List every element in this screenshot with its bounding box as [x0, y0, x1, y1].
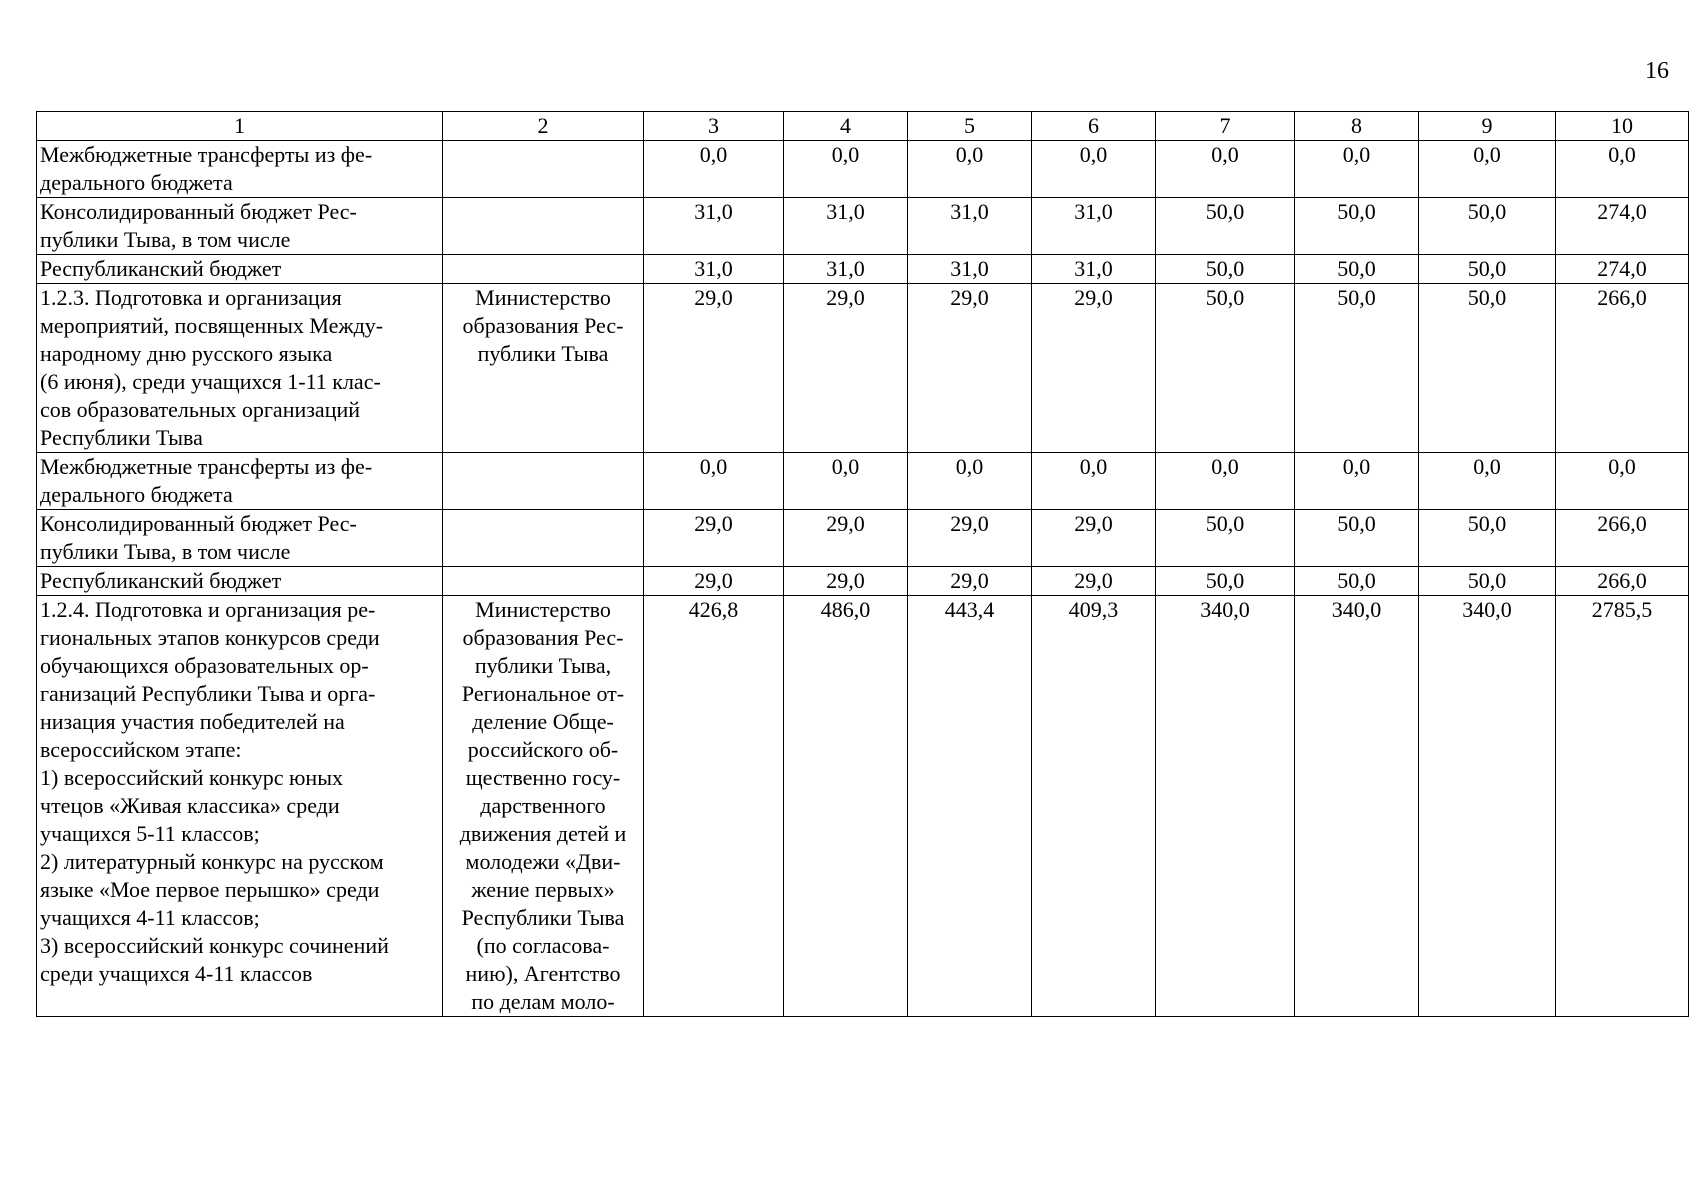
- row-executor: [443, 453, 644, 510]
- table-header: [37, 112, 1689, 141]
- column-header: 8: [1295, 112, 1419, 141]
- row-executor: [443, 510, 644, 567]
- table-row: [37, 453, 1689, 510]
- value-cell: 29,0: [908, 510, 1032, 567]
- value-cell: 0,0: [1295, 453, 1419, 510]
- value-cell: 50,0: [1295, 567, 1419, 596]
- column-header: 6: [1032, 112, 1156, 141]
- value-cell: 29,0: [784, 284, 908, 453]
- value-cell: 31,0: [908, 255, 1032, 284]
- row-executor: [443, 567, 644, 596]
- value-cell: 50,0: [1295, 284, 1419, 453]
- value-cell: 50,0: [1419, 567, 1556, 596]
- value-cell: 29,0: [908, 567, 1032, 596]
- value-cell: 0,0: [1032, 141, 1156, 198]
- value-cell: 340,0: [1295, 596, 1419, 1017]
- value-cell: 31,0: [784, 255, 908, 284]
- table-body: [37, 141, 1689, 1017]
- value-cell: 486,0: [784, 596, 908, 1017]
- value-cell: 29,0: [644, 567, 784, 596]
- value-cell: 50,0: [1295, 255, 1419, 284]
- column-header: 4: [784, 112, 908, 141]
- value-cell: 50,0: [1156, 198, 1295, 255]
- value-cell: 0,0: [1156, 453, 1295, 510]
- value-cell: 50,0: [1419, 510, 1556, 567]
- value-cell: 0,0: [644, 141, 784, 198]
- value-cell: 50,0: [1156, 510, 1295, 567]
- row-description: 1.2.3. Подготовка и организация мероприятий, посвященных Между- народному дню русского языка (6 июня), среди учащихся 1-11 клас- сов образовательных организаций Республики Тыва: [37, 284, 443, 453]
- value-cell: 31,0: [1032, 198, 1156, 255]
- value-cell: 266,0: [1556, 567, 1689, 596]
- value-cell: 0,0: [784, 453, 908, 510]
- table-row: [37, 255, 1689, 284]
- value-cell: 29,0: [1032, 284, 1156, 453]
- value-cell: 0,0: [908, 453, 1032, 510]
- value-cell: 0,0: [908, 141, 1032, 198]
- table-row: [37, 596, 1689, 1017]
- column-header: 5: [908, 112, 1032, 141]
- value-cell: 50,0: [1419, 255, 1556, 284]
- budget-table: [36, 111, 1689, 1017]
- value-cell: 31,0: [784, 198, 908, 255]
- value-cell: 31,0: [644, 198, 784, 255]
- value-cell: 426,8: [644, 596, 784, 1017]
- column-header: 9: [1419, 112, 1556, 141]
- row-executor: [443, 255, 644, 284]
- value-cell: 29,0: [784, 510, 908, 567]
- value-cell: 266,0: [1556, 510, 1689, 567]
- row-description: Консолидированный бюджет Рес- публики Тыва, в том числе: [37, 198, 443, 255]
- value-cell: 266,0: [1556, 284, 1689, 453]
- value-cell: 31,0: [644, 255, 784, 284]
- value-cell: 409,3: [1032, 596, 1156, 1017]
- row-executor: [443, 198, 644, 255]
- row-description: Консолидированный бюджет Рес- публики Тыва, в том числе: [37, 510, 443, 567]
- value-cell: 29,0: [644, 284, 784, 453]
- column-header: 7: [1156, 112, 1295, 141]
- value-cell: 31,0: [908, 198, 1032, 255]
- table-row: [37, 567, 1689, 596]
- table-row: [37, 510, 1689, 567]
- row-description: Межбюджетные трансферты из фе- дерального бюджета: [37, 453, 443, 510]
- row-description: Республиканский бюджет: [37, 255, 443, 284]
- row-executor: Министерство образования Рес- публики Тыва: [443, 284, 644, 453]
- value-cell: 0,0: [784, 141, 908, 198]
- value-cell: 29,0: [644, 510, 784, 567]
- table-row: [37, 141, 1689, 198]
- value-cell: 29,0: [784, 567, 908, 596]
- row-description: Межбюджетные трансферты из фе- дерального бюджета: [37, 141, 443, 198]
- value-cell: 0,0: [1156, 141, 1295, 198]
- column-header: 2: [443, 112, 644, 141]
- row-description: 1.2.4. Подготовка и организация ре- гиональных этапов конкурсов среди обучающихся образовательных ор- ганизаций Республики Тыва и орга- низация участия победителей на всероссийском этапе: 1) всероссийский конкурс юных чтецов «Живая классика» среди учащихся 5-11 классов; 2) литературный конкурс на русском языке «Мое первое перышко» среди учащихся 4-11 классов; 3) всероссийский конкурс сочинений среди учащихся 4-11 классов: [37, 596, 443, 1017]
- row-description: Республиканский бюджет: [37, 567, 443, 596]
- value-cell: 340,0: [1156, 596, 1295, 1017]
- row-executor: Министерство образования Рес- публики Тыва, Региональное от- деление Обще- российского об- щественно госу- дарственного движения детей и молодежи «Дви- жение первых» Республики Тыва (по согласова- нию), Агентство по делам моло-: [443, 596, 644, 1017]
- value-cell: 29,0: [908, 284, 1032, 453]
- value-cell: 50,0: [1156, 567, 1295, 596]
- value-cell: 274,0: [1556, 255, 1689, 284]
- value-cell: 50,0: [1295, 198, 1419, 255]
- value-cell: 0,0: [1419, 453, 1556, 510]
- page-number: 16: [1645, 58, 1669, 84]
- value-cell: 0,0: [644, 453, 784, 510]
- column-header: 3: [644, 112, 784, 141]
- value-cell: 50,0: [1156, 284, 1295, 453]
- value-cell: 29,0: [1032, 567, 1156, 596]
- value-cell: 50,0: [1156, 255, 1295, 284]
- value-cell: 31,0: [1032, 255, 1156, 284]
- value-cell: 0,0: [1556, 141, 1689, 198]
- column-header: 1: [37, 112, 443, 141]
- value-cell: 0,0: [1032, 453, 1156, 510]
- value-cell: 50,0: [1295, 510, 1419, 567]
- value-cell: 443,4: [908, 596, 1032, 1017]
- value-cell: 50,0: [1419, 284, 1556, 453]
- value-cell: 29,0: [1032, 510, 1156, 567]
- table-row: [37, 198, 1689, 255]
- value-cell: 274,0: [1556, 198, 1689, 255]
- value-cell: 0,0: [1295, 141, 1419, 198]
- value-cell: 0,0: [1419, 141, 1556, 198]
- table-row: [37, 284, 1689, 453]
- column-header: 10: [1556, 112, 1689, 141]
- value-cell: 50,0: [1419, 198, 1556, 255]
- header-row: [37, 112, 1689, 141]
- value-cell: 2785,5: [1556, 596, 1689, 1017]
- value-cell: 340,0: [1419, 596, 1556, 1017]
- row-executor: [443, 141, 644, 198]
- value-cell: 0,0: [1556, 453, 1689, 510]
